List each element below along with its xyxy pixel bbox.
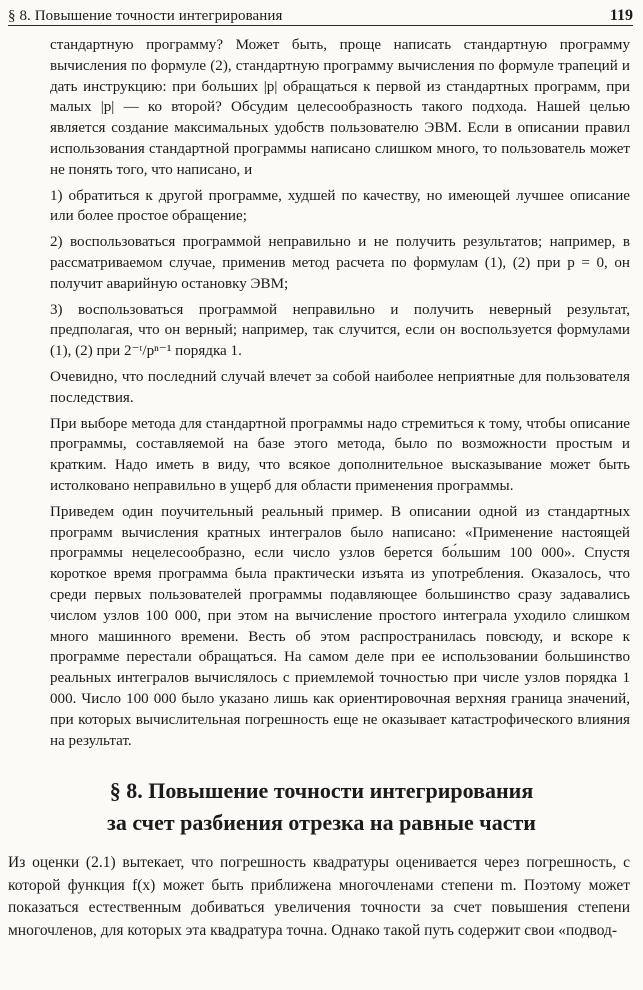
paragraph: Приведем один поучительный реальный пример. В описании одной из стандартных программ вычисления кратных интегралов было написано: «Применение настоящей программы нецелесообразно, если число узлов берется бо́льшим 100 000». Спустя короткое время программа была практически изъята из употребления. Оказалось, что среди первых пользователей программы подавляющее большинство сразу задавались числом узлов 100 000, при этом на вычисление простого интеграла уходило слишком много машинного времени. Весть об этом распространилась повсюду, и вскоре к программе перестали обращаться. На самом деле при ее использовании большинство реальных интегралов вычислялось с приемлемой точностью при числе узлов порядка 1 000. Число 100 000 было указано лишь как ориентировочная верхняя граница значений, при которых вычислительная погрешность еще не оказывает катастрофического влияния на результат. (50, 503, 630, 749)
section-heading-line-1: § 8. Повышение точности интегрирования (109, 778, 534, 803)
paragraph: При выборе метода для стандартной программы надо стремиться к тому, чтобы описание программы, составляемой на базе этого метода, было по возможности простым и кратким. Надо иметь в виду, что всякое дополнительное высказывание может быть истолковано неправильно в ущерб для области применения программы. (50, 415, 630, 494)
list-item-1: 1) обратиться к другой программе, худшей по качеству, но имеющей лучшее описание или более простое обращение; (50, 187, 630, 225)
paragraph-continued: стандартную программу? Может быть, проще написать стандартную программу вычисления по формуле (2), стандартную программу вычисления по формуле трапеций и дать инструкцию: при больших |p| обращаться к первой из стандартных программ, при малых |p| — ко второй? Обсудим целесообразность такого подхода. Нашей целью является создание максимальных удобств пользователю ЭВМ. Если в описании правил использования стандартной программы написано слишком много, то пользователь может не понять того, что написано, и (50, 37, 630, 178)
section-intro-paragraph: Из оценки (2.1) вытекает, что погрешность квадратуры оценивается через погрешность, с которой функция f(x) может быть приближена многочленами степени m. Поэтому может показаться естественным добиваться увеличения точности за счет повышения степени многочленов, для которых эта квадратура точна. Однако такой путь содержит свои «подвод- (8, 854, 630, 939)
section-heading-line-2: за счет разбиения отрезка на равные части (107, 810, 536, 835)
body-text (50, 35, 630, 756)
list-item-2: 2) воспользоваться программой неправильно и не получить результатов; например, в рассматриваемом случае, применив метод расчета по формулам (1), (2) при p = 0, он получит аварийную остановку ЭВМ; (50, 234, 630, 292)
paragraph: Очевидно, что последний случай влечет за собой наиболее неприятные для пользователя последствия. (50, 368, 630, 406)
section-heading (0, 775, 643, 839)
running-head (8, 3, 633, 26)
page-number: 119 (609, 7, 633, 24)
running-head-title: § 8. Повышение точности интегрирования (8, 8, 283, 24)
list-item-3: 3) воспользоваться программой неправильно и получить неверный результат, предполагая, что он верный; например, так случится, если он воспользуется формулами (1), (2) при 2⁻ᵗ/pⁿ⁻¹ порядка 1. (50, 301, 630, 360)
